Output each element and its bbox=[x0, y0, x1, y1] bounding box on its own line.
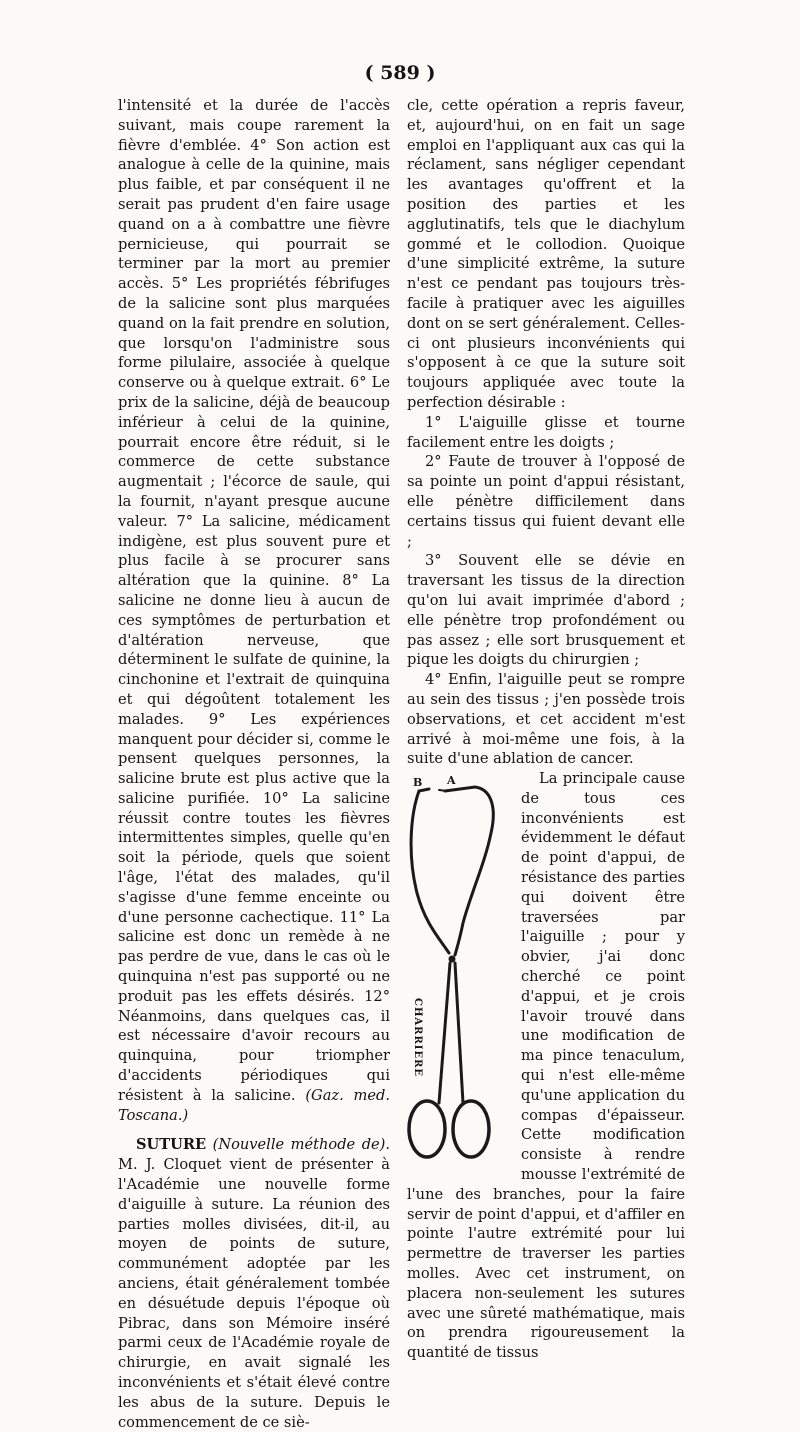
continuation-paragraph: cle, cette opération a repris faveur, et, aujourd'hui, on en fait un sage emploi en l'appliquant aux cas qui la réclament, sans négliger cependant les avantages qu'offrent et la position des parties et les agglutinatifs, tels que le diachylum gommé et le collodion. Quoique d'une simplicité extrême, la suture n'est ce pendant pas toujours très-facile à pratiquer avec les aiguilles dont on se sert généralement. Celles-ci ont plusieurs inconvénients qui s'opposent à ce que la suture soit toujours appliquée avec toute la perfection désirable : bbox=[407, 97, 685, 411]
article-title: SUTURE bbox=[136, 1136, 207, 1154]
figure-label-a: A bbox=[447, 774, 456, 788]
tenaculum-figure bbox=[405, 773, 513, 1168]
list-item-3: 3° Souvent elle se dévie en traversant les tissus de la direction qu'on lui avait imprimée d'abord ; elle pénètre trop profondément ou pas assez ; elle sort brusquement et pique les doigts du chirurgien ; bbox=[407, 552, 685, 669]
source-citation: (Gaz. med. Toscana.) bbox=[118, 1086, 390, 1124]
suture-article bbox=[118, 1135, 390, 1432]
pince-tenaculum-illustration bbox=[405, 773, 513, 1168]
figure-label-b: B bbox=[413, 776, 423, 790]
article-subtitle: (Nouvelle méthode de). bbox=[212, 1136, 391, 1154]
salicine-paragraph: l'intensité et la durée de l'accès suivant, mais coupe rarement la fièvre d'emblée. 4° Son action est analogue à celle de la quinine, mais plus faible, et par conséquent il ne serait pas prudent d'en faire usage quand on a à combattre une fièvre pernicieuse, qui pourrait se terminer par la mort au premier accès. 5° Les propriétés fébrifuges de la salicine sont plus marquées quand on la fait prendre en solution, que lorsqu'on l'administre sous forme pilulaire, associée à quelque conserve ou à quelque extrait. 6° Le prix de la salicine, déjà de beaucoup inférieur à celui de la quinine, pourrait encore être réduit, si le commerce de cette substance augmentait ; l'écorce de saule, qui la fournit, n'ayant presque aucune valeur. 7° La salicine, médicament indigène, est plus souvent pure et plus facile à se procurer sans altération que la quinine. 8° La salicine ne donne lieu à aucun de ces symptômes de perturbation et d'altération nerveuse, que déterminent le sulfate de quinine, la cinchonine et l'extrait de quinquina et qui dégoûtent totalement les malades. 9° Les expériences manquent pour décider si, comme le pensent quelques personnes, la salicine brute est plus active que la salicine purifiée. 10° La salicine réussit contre toutes les fièvres intermittentes simples, quelle qu'en soit la période, quels que soient l'âge, l'état des malades, qu'il s'agisse d'une femme enceinte ou d'une personne cachectique. 11° La salicine est donc un remède à ne pas perdre de vue, dans le cas où le quinquina n'est pas supporté ou ne produit pas les effets désirés. 12° Néanmoins, dans quelques cas, il est nécessaire d'avoir recours au quinquina, pour triompher d'accidents périodiques qui résistent à la salicine. (Gaz. med. Toscana.) bbox=[118, 97, 390, 1124]
principal-cause-paragraph: La principale cause de tous ces inconvénients est évidemment le défaut de point d'appui, de résistance des parties qui doivent être traversées par l'aiguille ; pour y obvier, j'ai donc cherché ce point d'appui, et je crois l'avoir trouvé dans une modification de ma pince tenaculum, qui n'est elle-même qu'une application du compas d'épaisseur. Cette modification consiste à rendre mousse l'extrémité de l'une des branches, pour la faire servir de point d'appui, et d'affiler en pointe l'autre extrémité pour lui permettre de traverser les parties molles. Avec cet instrument, on placera non-seulement les sutures avec une sûreté mathématique, mais on prendra rigoureusement la quantité de tissus bbox=[407, 770, 685, 1362]
list-item-4: 4° Enfin, l'aiguille peut se rompre au sein des tissus ; j'en possède trois observations, et cet accident m'est arrivé à moi-même une fois, à la suite d'une ablation de cancer. bbox=[407, 671, 685, 768]
left-column bbox=[118, 96, 390, 1432]
list-item-2: 2° Faute de trouver à l'opposé de sa pointe un point d'appui résistant, elle pénètre difficilement dans certains tissus qui fuient devant elle ; bbox=[407, 453, 685, 550]
right-column bbox=[407, 96, 685, 1363]
maker-stamp: CHARRIERE bbox=[412, 998, 423, 1078]
suture-paragraph: M. J. Cloquet vient de présenter à l'Académie une nouvelle forme d'aiguille à suture. La réunion des parties molles divisées, dit-il, au moyen de points de suture, communément adoptée par les anciens, était généralement tombée en désuétude depuis l'époque où Pibrac, dans son Mémoire inséré parmi ceux de l'Académie royale de chirurgie, en avait signalé les inconvénients et s'était élevé contre les abus de la suture. Depuis le commencement de ce siè- bbox=[118, 1156, 390, 1431]
list-item-1: 1° L'aiguille glisse et tourne facilement entre les doigts ; bbox=[407, 413, 685, 451]
page-number: ( 589 ) bbox=[364, 62, 436, 84]
